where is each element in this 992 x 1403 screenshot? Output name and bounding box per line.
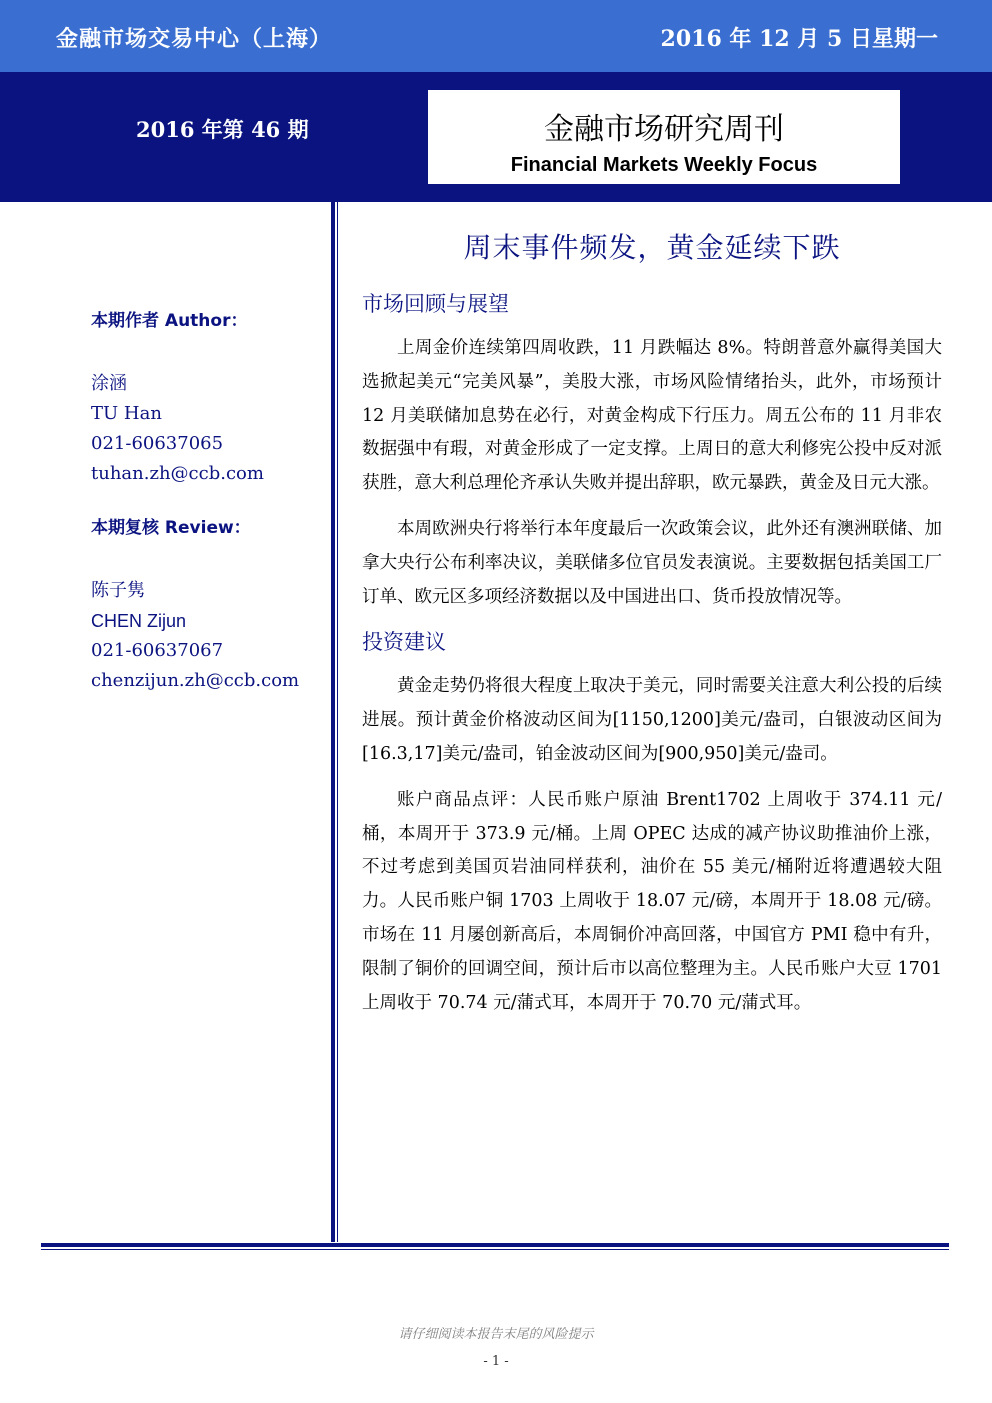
paragraph: 账户商品点评：人民币账户原油 Brent1702 上周收于 374.11 元/桶，本周开于 373.9 元/桶。上周 OPEC 达成的减产协议助推油价上涨，不过考虑到美国页岩油同样获利，油价在 55 美元/桶附近将遭遇较大阻力。人民币账户铜 1703 上周收于 18.07 元/磅，本周开于 18.08 元/磅。市场在 11 月屡创新高后，本周铜价冲高回落，中国官方 PMI 稳中有升，限制了铜价的回调空间，预计后市以高位整理为主。人民币账户大豆 1701 上周收于 70.74 元/蒲式耳，本周开于 70.70 元/蒲式耳。: [362, 789, 942, 1013]
bottom-rule-thin: [41, 1249, 949, 1250]
org-name: 金融市场交易中心（上海）: [56, 27, 333, 52]
publication-title-box: [428, 90, 900, 184]
main-content: [362, 226, 942, 1032]
column-divider: [331, 202, 335, 1242]
author-sidebar: [91, 306, 321, 696]
section-title-investment-advice: 投资建议: [362, 630, 446, 655]
review-heading: 本期复核 Review：: [91, 518, 251, 538]
section-title-market-review: 市场回顾与展望: [362, 292, 509, 316]
paragraph: 本周欧洲央行将举行本年度最后一次政策会议，此外还有澳洲联储、加拿大央行公布利率决议，美联储多位官员发表演说。主要数据包括美国工厂订单、欧元区多项经济数据以及中国进出口、货币投放情况等。: [362, 518, 942, 607]
publication-title-zh: 金融市场研究周刊: [544, 112, 784, 147]
report-date: 2016 年 12 月 5 日星期一: [660, 26, 938, 52]
bottom-rule: [41, 1243, 949, 1247]
author-heading: 本期作者 Author：: [91, 311, 248, 331]
publication-title-en: Financial Markets Weekly Focus: [510, 154, 818, 176]
reviewer-name-zh: 陈子隽: [91, 580, 145, 601]
paragraph: 上周金价连续第四周收跌，11 月跌幅达 8%。特朗普意外赢得美国大选掀起美元“完美风暴”，美股大涨，市场风险情绪抬头，此外，市场预计 12 月美联储加息势在必行，对黄金构成下行压力。周五公布的 11 月非农数据强中有瑕，对黄金形成了一定支撑。上周日的意大利修宪公投中反对派获胜，意大利总理伦齐承认失败并提出辞职，欧元暴跌，黄金及日元大涨。: [362, 338, 942, 494]
paragraph: 黄金走势仍将很大程度上取决于美元，同时需要关注意大利公投的后续进展。预计黄金价格波动区间为[1150,1200]美元/盎司，白银波动区间为[16.3,17]美元/盎司，铂金波动区间为[900,950]美元/盎司。: [362, 676, 942, 764]
author-phone: 021-60637065: [91, 433, 224, 454]
author-name-zh: 涂涵: [91, 373, 127, 394]
reviewer-name-en: CHEN Zijun: [91, 611, 187, 631]
page-number: - 1 -: [483, 1354, 509, 1369]
article-headline: 周末事件频发，黄金延续下跌: [463, 231, 841, 264]
reviewer-email[interactable]: chenzijun.zh@ccb.com: [91, 670, 300, 691]
author-name-en: TU Han: [91, 403, 162, 424]
author-email[interactable]: tuhan.zh@ccb.com: [91, 463, 264, 484]
issue-number: 2016 年第 46 期: [136, 117, 309, 142]
header-top-bar: [0, 0, 992, 72]
column-divider-thin: [337, 202, 338, 1242]
risk-disclaimer-note: 请仔细阅读本报告末尾的风险提示: [398, 1327, 594, 1342]
reviewer-phone: 021-60637067: [91, 640, 224, 661]
